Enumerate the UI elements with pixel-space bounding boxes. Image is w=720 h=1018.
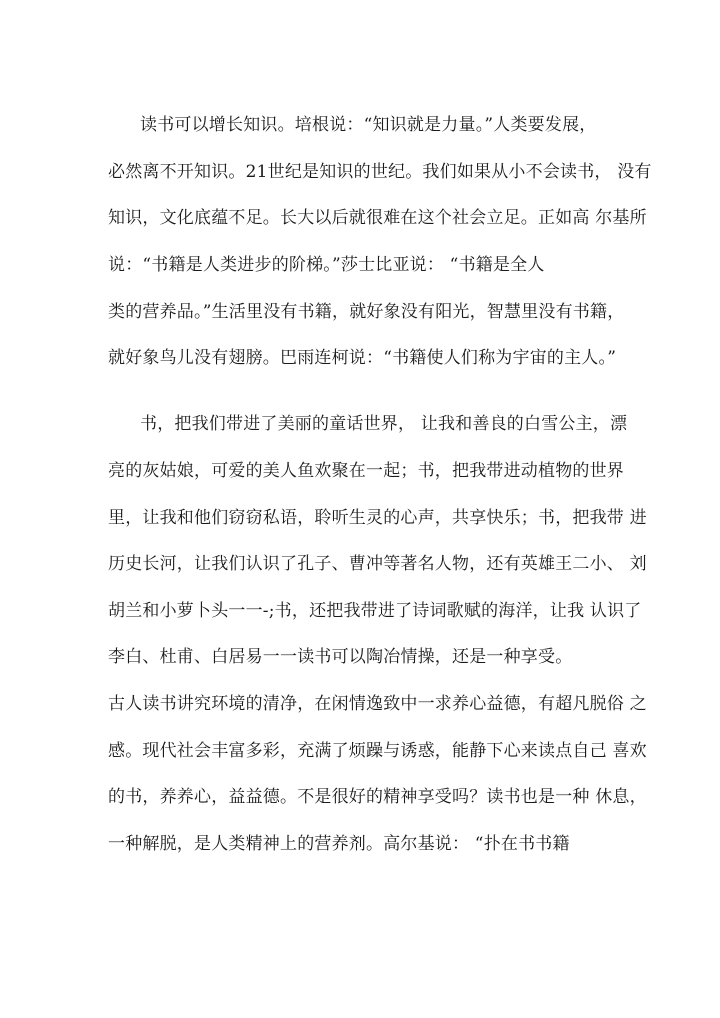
paragraph-3-line-1: 古人读书讲究环境的清净，在闲情逸致中一求养心益德，有超凡脱俗 之 (108, 694, 647, 714)
paragraph-2-line-1: 书，把我们带进了美丽的童话世界， 让我和善良的白雪公主，漂 (140, 414, 628, 434)
paragraph-1-line-1: 读书可以增长知识。培根说：“知识就是力量。”人类要发展， (140, 115, 597, 135)
paragraph-3-line-4: 一种解脱，是人类精神上的营养剂。高尔基说： “扑在书书籍 (108, 834, 570, 854)
paragraph-3-line-3: 的书，养养心，益益德。不是很好的精神享受吗？读书也是一种 休息， (108, 787, 647, 807)
paragraph-1-line-2: 必然离不开知识。21世纪是知识的世纪。我们如果从小不会读书， 没有 (108, 162, 652, 182)
paragraph-1-line-3: 知识，文化底蕴不足。长大以后就很难在这个社会立足。正如高 尔基所 (108, 208, 647, 228)
paragraph-2-line-2: 亮的灰姑娘，可爱的美人鱼欢聚在一起；书，把我带进动植物的世界 (108, 461, 624, 481)
paragraph-1-line-6: 就好象鸟儿没有翅膀。巴雨连柯说：“书籍使人们称为宇宙的主人。” (108, 348, 617, 368)
paragraph-1-line-5: 类的营养品。”生活里没有书籍，就好象没有阳光，智慧里没有书籍， (108, 302, 625, 322)
paragraph-2-line-5: 胡兰和小萝卜头一一-;书，还把我带进了诗词歌赋的海洋，让我 认识了 (108, 601, 642, 621)
paragraph-1-line-4: 说：“书籍是人类进步的阶梯。”莎士比亚说： “书籍是全人 (108, 255, 545, 275)
paragraph-2-line-6: 李白、杜甫、白居易一一读书可以陶冶情操，还是一种享受。 (108, 647, 573, 667)
paragraph-2-line-3: 里，让我和他们窃窃私语，聆听生灵的心声，共享快乐；书，把我带 进 (108, 508, 647, 528)
paragraph-2-line-4: 历史长河，让我们认识了孔子、曹冲等著名人物，还有英雄王二小、 刘 (108, 554, 647, 574)
paragraph-3-line-2: 感。现代社会丰富多彩，充满了烦躁与诱惑，能静下心来读点自己 喜欢 (108, 741, 647, 761)
